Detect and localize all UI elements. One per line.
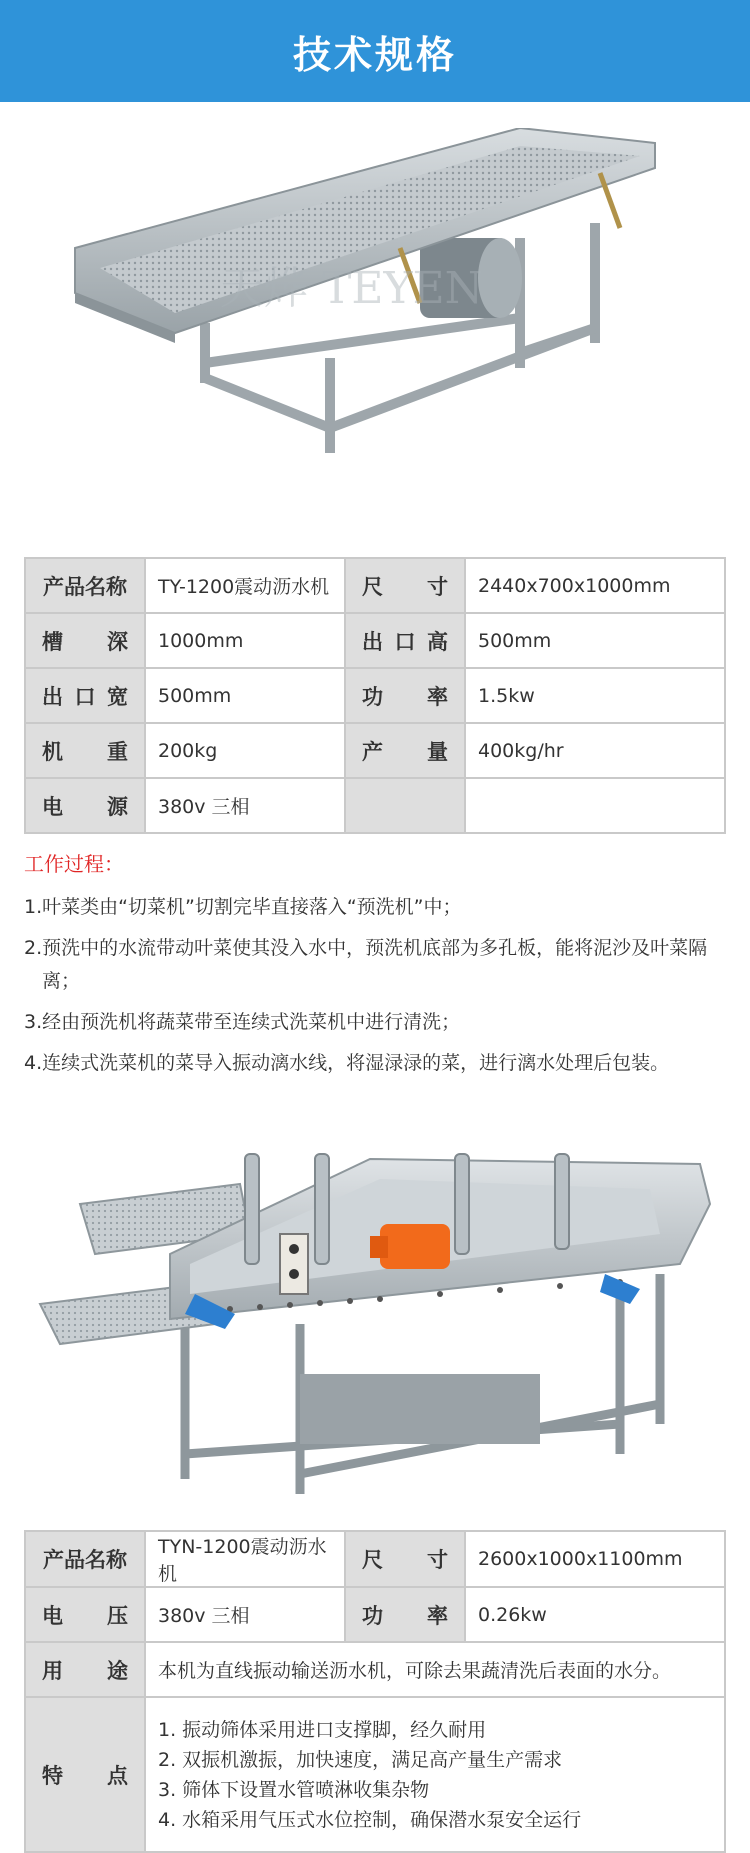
- label-char: 槽: [42, 629, 63, 654]
- label-char: 重: [107, 739, 128, 764]
- machine-photo-1: [0, 128, 750, 538]
- spec-value: 500mm: [145, 668, 345, 723]
- label-char: 功: [362, 1603, 383, 1628]
- features-list: [145, 1697, 725, 1852]
- process-step: 3.经由预洗机将蔬菜带至连续式洗菜机中进行清洗；: [24, 1011, 461, 1033]
- list-item: 2. 双振机激振，加快速度，满足高产量生产需求: [158, 1748, 563, 1771]
- spec-label: 产品名称: [43, 1548, 127, 1572]
- label-char: 率: [427, 1603, 448, 1628]
- spec-label: [358, 1544, 452, 1574]
- label-char: 寸: [427, 1548, 448, 1572]
- label-char: 高: [427, 629, 448, 654]
- label-char: 机: [42, 739, 63, 764]
- table-row: [25, 613, 725, 668]
- page-title: 技术规格: [292, 32, 457, 77]
- table-row: [25, 1531, 725, 1587]
- spec-label: [38, 791, 132, 821]
- spec-table-1: [24, 557, 726, 834]
- spec-label: [358, 571, 452, 601]
- spec-label: [38, 1760, 132, 1790]
- spec-label: [38, 626, 132, 656]
- spec-value: 1000mm: [145, 613, 345, 668]
- spec-value: 500mm: [465, 613, 725, 668]
- process-step: 1.叶菜类由“切菜机”切割完毕直接落入“预洗机”中；: [24, 896, 462, 918]
- spec-value: 2440x700x1000mm: [465, 558, 725, 613]
- table-row: [25, 1642, 725, 1697]
- process-step: 2.预洗中的水流带动叶菜使其没入水中，预洗机底部为多孔板，能将泥沙及叶菜隔离；: [24, 937, 708, 992]
- header-banner: [0, 0, 750, 102]
- list-item: 3. 筛体下设置水管喷淋收集杂物: [158, 1778, 430, 1801]
- label-char: 电: [42, 1603, 63, 1628]
- label-char: 功: [362, 684, 383, 709]
- label-char: 量: [427, 739, 448, 764]
- spec-value: 2600x1000x1100mm: [465, 1531, 725, 1587]
- spec-value: 380v 三相: [145, 1587, 345, 1642]
- label-char: 电: [42, 794, 63, 819]
- label-char: 深: [107, 629, 128, 654]
- label-char: 寸: [427, 574, 448, 599]
- table-row: [25, 778, 725, 833]
- spec-value: TYN-1200震动沥水机: [145, 1531, 345, 1587]
- label-char: 宽: [107, 684, 128, 709]
- spec-label: [38, 736, 132, 766]
- label-char: 口: [394, 629, 416, 654]
- list-item: 1. 振动筛体采用进口支撑脚，经久耐用: [158, 1718, 487, 1741]
- spec-value: 0.26kw: [465, 1587, 725, 1642]
- empty-cell: [465, 778, 725, 833]
- spec-value: 200kg: [145, 723, 345, 778]
- label-char: 途: [107, 1658, 128, 1683]
- table-row: [25, 723, 725, 778]
- label-char: 产: [362, 739, 383, 764]
- label-char: 率: [427, 684, 448, 709]
- label-char: 压: [107, 1603, 128, 1628]
- table-row: [25, 1697, 725, 1852]
- spec-value: 400kg/hr: [465, 723, 725, 778]
- spec-table-2: [24, 1530, 726, 1853]
- spec-value: 1.5kw: [465, 668, 725, 723]
- spec-value: TY-1200震动沥水机: [145, 558, 345, 613]
- spec-label: [38, 1655, 132, 1685]
- label-char: 用: [42, 1658, 63, 1683]
- spec-label: [38, 681, 132, 711]
- label-char: 点: [107, 1763, 128, 1788]
- process-step: 4.连续式洗菜机的菜导入振动漓水线，将湿渌渌的菜，进行漓水处理后包装。: [24, 1052, 670, 1074]
- label-char: 尺: [362, 1548, 383, 1572]
- spec-label: [358, 1600, 452, 1630]
- spec-label: [358, 681, 452, 711]
- label-char: 出: [362, 629, 383, 654]
- spec-label: [358, 626, 452, 656]
- table-row: [25, 1587, 725, 1642]
- label-char: 出: [42, 684, 63, 709]
- list-item: 4. 水箱采用气压式水位控制，确保潜水泵安全运行: [158, 1808, 582, 1831]
- process-title: 工作过程：: [24, 852, 124, 876]
- watermark-text: 天烨 TEYEN: [220, 263, 484, 314]
- spec-value: 380v 三相: [145, 778, 345, 833]
- spec-label: [38, 1600, 132, 1630]
- label-char: 源: [107, 794, 128, 819]
- empty-cell: [345, 778, 465, 833]
- label-char: 特: [42, 1763, 63, 1788]
- machine-photo-2: [0, 1124, 750, 1504]
- work-process-section: [24, 848, 734, 1088]
- table-row: [25, 558, 725, 613]
- spec-label: 产品名称: [43, 574, 127, 599]
- spec-value: 本机为直线振动输送沥水机，可除去果蔬清洗后表面的水分。: [145, 1642, 725, 1697]
- spec-label: [358, 736, 452, 766]
- label-char: 口: [74, 684, 96, 709]
- table-row: [25, 668, 725, 723]
- label-char: 尺: [362, 574, 383, 599]
